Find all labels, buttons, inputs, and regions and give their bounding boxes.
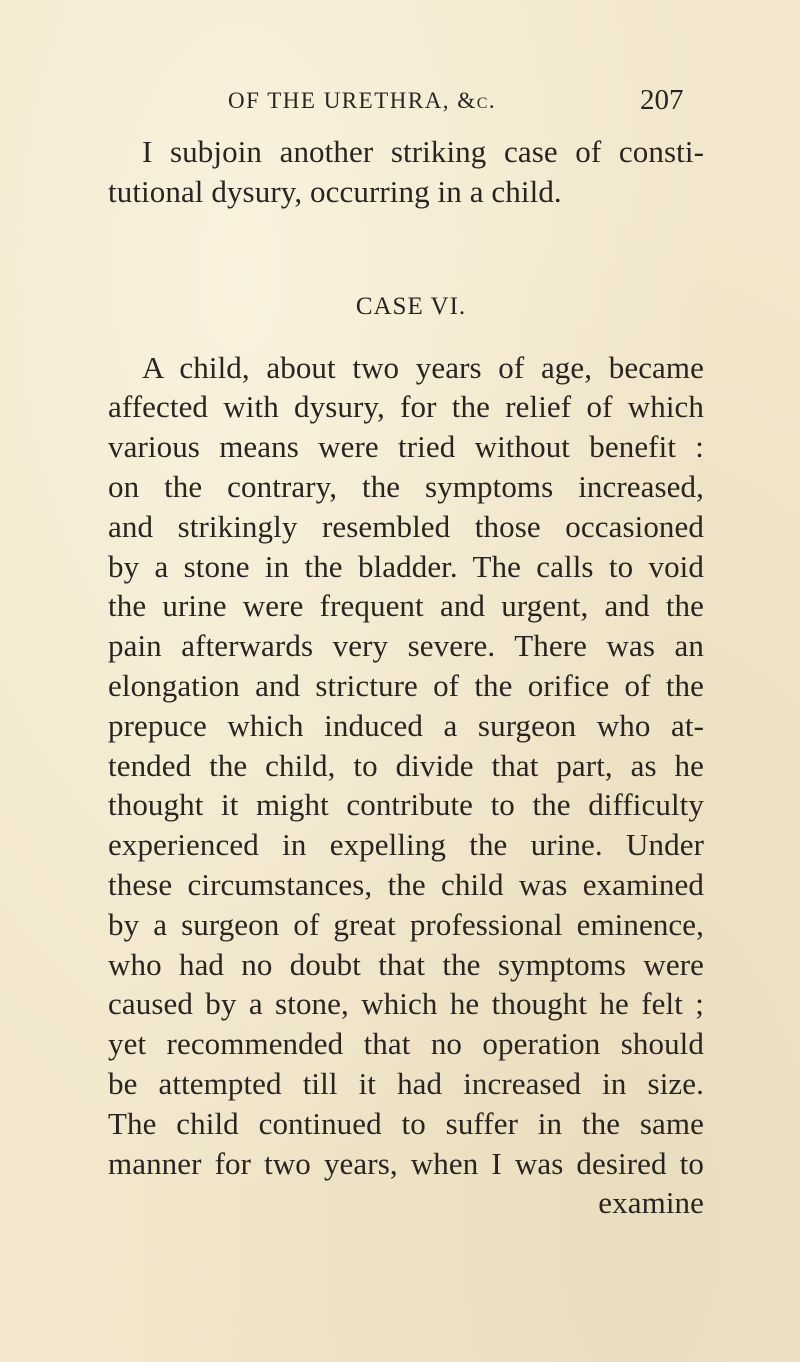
text-line: pain afterwards very severe. There was an [108,628,704,664]
text-line: by a stone in the bladder. The calls to void [108,548,704,584]
text-line: tended the child, to divide that part, as he [108,747,704,783]
text-line: I subjoin another striking case of consti- [142,134,704,169]
text-line: the urine were frequent and urgent, and the [108,588,704,624]
text-line: who had no doubt that the symptoms were [108,946,704,982]
text-line: affected with dysury, for the relief of which [108,389,704,425]
text-line: by a surgeon of great professional eminence, [108,906,704,942]
text-line: thought it might contribute to the difficulty [108,787,704,823]
text-line: experienced in expelling the urine. Under [108,827,704,863]
text-line: elongation and stricture of the orifice of the [108,667,704,703]
text-line: various means were tried without benefit : [108,429,704,465]
text-line: The child continued to suffer in the same [108,1105,704,1141]
text-line: on the contrary, the symptoms increased, [108,468,704,504]
body-text [108,132,704,1223]
catchword: examine [598,1185,704,1221]
case-paragraph [108,348,704,1224]
intro-paragraph [108,132,704,212]
running-head-title: OF THE URETHRA, &c. [228,88,497,113]
text-line: and strikingly resembled those occasioned [108,508,704,544]
text-line: these circumstances, the child was examined [108,866,704,902]
text-line: A child, about two years of age, became [142,349,704,385]
case-heading: CASE VI. [355,292,467,320]
page-number: 207 [640,84,684,116]
text-line: be attempted till it had increased in size. [108,1065,704,1101]
running-head [0,84,800,120]
text-line: yet recommended that no operation should [108,1026,704,1062]
text-line: caused by a stone, which he thought he felt ; [108,986,704,1022]
text-line: manner for two years, when I was desired to [108,1145,704,1181]
text-line: prepuce which induced a surgeon who at- [108,707,704,743]
text-line: tutional dysury, occurring in a child. [108,173,562,209]
